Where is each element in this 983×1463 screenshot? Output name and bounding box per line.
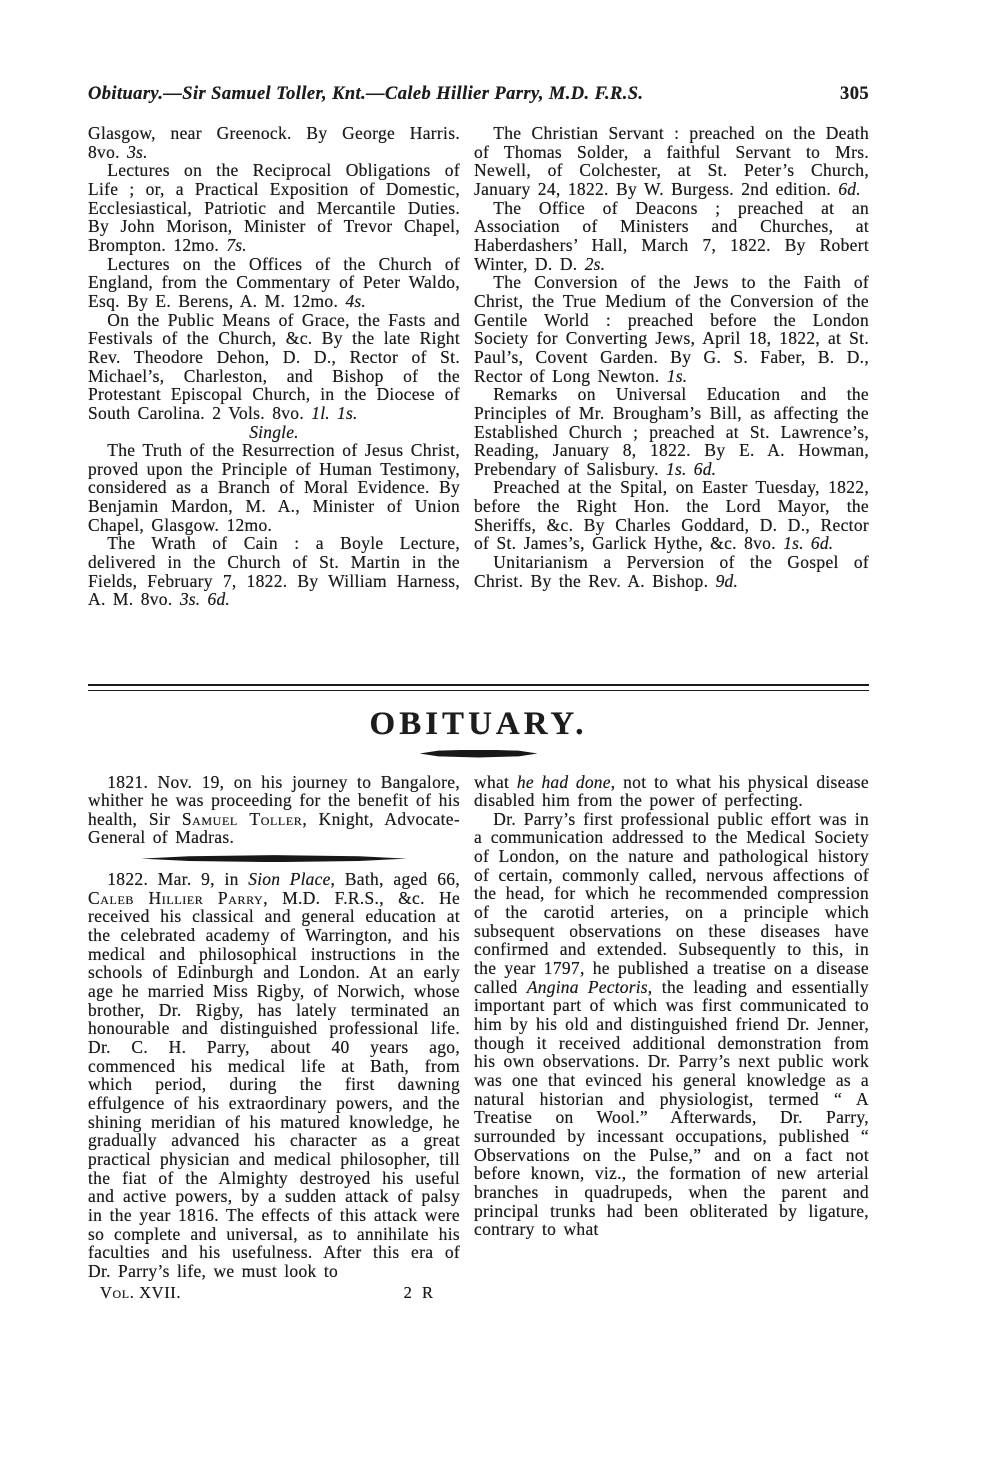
volume-label: Vol. XVII. [100, 1282, 182, 1302]
paragraph: Lectures on the Reciprocal Obligations of Life ; or, a Practical Exposition of Domestic, Ecclesiastical, Patriotic and Mercantile Duties. By John Morison, Minister of Trevor Chapel, Brompton. 12mo. 7s. [88, 160, 460, 255]
signature-line [88, 1281, 460, 1303]
paragraph: Single. [249, 421, 299, 442]
paragraph: Preached at the Spital, on Easter Tuesday, 1822, before the Right Hon. the Lord Mayor, the Sheriffs, &c. By Charles Goddard, D. D., Rector of St. James’s, Garlick Hythe, &c. 8vo. 1s. 6d. [474, 477, 869, 554]
obituary-left-column [88, 773, 460, 1303]
page-number: 305 [840, 84, 869, 104]
obituary-entry-toller [88, 773, 460, 848]
obituary-entry-parry [88, 870, 460, 1280]
entry-divider-rule [141, 855, 407, 862]
paragraph: The Wrath of Cain : a Boyle Lecture, delivered in the Church of St. Martin in the Fields, February 7, 1822. By William Harness, A. M. 8vo. 3s. 6d. [88, 533, 460, 610]
book-list-left-column [88, 124, 460, 609]
paragraph: Dr. Parry’s first professional public effort was in a communication addressed to the Medical Society of London, on the nature and pathological history of certain, commonly called, nervous affections of the head, for which he recommended compression of the carotid arteries, on a principle which subsequent observations on these diseases have confirmed and extended. Subsequently to this, in the year 1797, he published a treatise on a disease called Angina Pectoris, the leading and essentially important part of which was first communicated to him by his old and distinguished friend Dr. Jenner, though it received additional demonstration from his own observations. Dr. Parry’s next public work was one that evinced his general knowledge as a natural historian and physiologist, termed “ A Treatise on Wool.” Afterwards, Dr. Parry, surrounded by incessant occupations, published “ Observations on the Pulse,” and on a fact not before known, viz., the formation of new arterial branches in quadrupeds, when the parent and principal trunks had been obliterated by ligature, contrary to what [474, 808, 869, 1240]
obituary-heading: OBITUARY. [369, 705, 588, 742]
section-divider-rule [88, 684, 869, 691]
paragraph: Lectures on the Offices of the Church of England, from the Commentary of Peter Waldo, Esq. By E. Berens, A. M. 12mo. 4s. [88, 253, 460, 311]
paragraph: The Conversion of the Jews to the Faith of Christ, the True Medium of the Conversion of the Gentile World : preached before the London Society for Converting Jews, April 18, 1822, at St. Paul’s, Covent Garden. By G. S. Faber, B. D., Rector of Long Newton. 1s. [474, 272, 869, 386]
running-head [88, 84, 869, 105]
signature-mark: 2 R [403, 1282, 436, 1302]
paragraph: 1822. Mar. 9, in Sion Place, Bath, aged 66, Caleb Hillier Parry, M.D. F.R.S., &c. He received his classical and general education at the celebrated academy of Warrington, and his medical and philosophical instructions in the schools of Edinburgh and London. At an early age he married Miss Rigby, of Norwich, whose brother, Dr. Rigby, has lately terminated an honourable and distinguished professional life. Dr. C. H. Parry, about 40 years ago, commenced his medical life at Bath, from which period, during the first dawning effulgence of his extraordinary powers, and the shining meridian of his matured knowledge, he gradually advanced his character as a great practical physician and medical philosopher, till the fiat of the Almighty destroyed his useful and active powers, by a sudden attack of palsy in the year 1816. The effects of this attack were so complete and universal, as to annihilate his faculties and his usefulness. After this era of Dr. Parry’s life, we must look to [88, 869, 461, 1281]
paragraph: The Office of Deacons ; preached at an Association of Ministers and Churches, at Haberdashers’ Hall, March 7, 1822. By Robert Winter, D. D. 2s. [474, 197, 869, 274]
book-list-section [88, 124, 869, 680]
obituary-right-column [474, 773, 869, 1303]
diamond-ornament [420, 750, 538, 758]
paragraph: Glasgow, near Greenock. By George Harris. 8vo. 3s. [88, 123, 460, 162]
running-head-title: Obituary.—Sir Samuel Toller, Knt.—Caleb Hillier Parry, M.D. F.R.S. [88, 84, 644, 104]
paragraph: what he had done, not to what his physical disease disabled him from the power of perfecting. [474, 771, 869, 811]
paragraph: Unitarianism a Perversion of the Gospel of Christ. By the Rev. A. Bishop. 9d. [474, 552, 869, 591]
paragraph: 1821. Nov. 19, on his journey to Bangalore, whither he was proceeding for the benefit of his health, Sir Samuel Toller, Knight, Advocate-General of Madras. [88, 771, 460, 848]
paragraph: On the Public Means of Grace, the Fasts and Festivals of the Church, &c. By the late Right Rev. Theodore Dehon, D. D., Rector of St. Michael’s, Charleston, and Bishop of the Protestant Episcopal Church, in the Diocese of South Carolina. 2 Vols. 8vo. 1l. 1s. [88, 309, 460, 423]
book-list-right-column [474, 124, 869, 590]
paragraph: Remarks on Universal Education and the Principles of Mr. Brougham’s Bill, as affecting the Established Church ; preached at St. Lawrence’s, Reading, January 8, 1822. By E. A. Howman, Prebendary of Salisbury. 1s. 6d. [474, 384, 869, 479]
obituary-section [88, 773, 869, 1303]
paragraph: The Truth of the Resurrection of Jesus Christ, proved upon the Principle of Human Testimony, considered as a Branch of Moral Evidence. By Benjamin Mardon, M. A., Minister of Union Chapel, Glasgow. 12mo. [88, 440, 460, 535]
paragraph: The Christian Servant : preached on the Death of Thomas Solder, a faithful Servant to Mrs. Newell, of Colchester, at St. Peter’s Church, January 24, 1822. By W. Burgess. 2nd edition. 6d. [474, 123, 869, 199]
